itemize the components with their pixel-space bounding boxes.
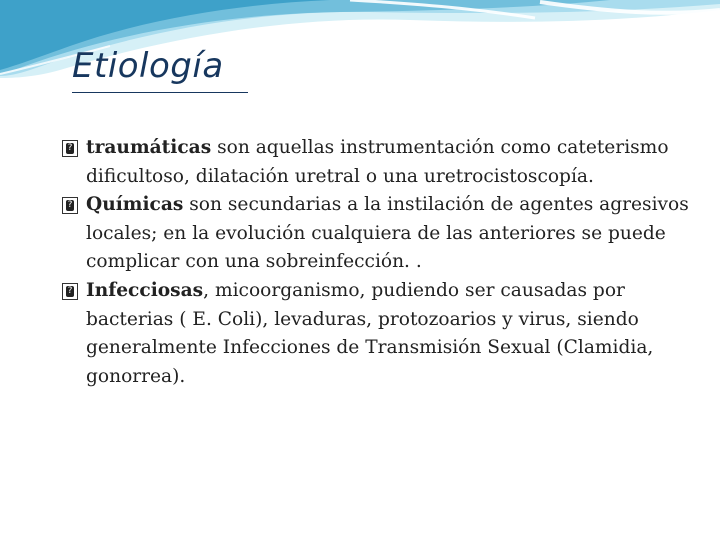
missing-glyph-bullet-icon <box>62 140 78 157</box>
missing-glyph-bullet-icon <box>62 197 78 214</box>
bullet-text: , micoorganismo, pudiendo ser causadas por bacterias ( E. Coli), levaduras, protozoarios y virus, siendo generalmente Infecciones de Transmisión Sexual (Clamidia, gonorrea). <box>86 279 654 387</box>
bullet-item-infecciosas <box>62 277 702 391</box>
bullet-text: son secundarias a la instilación de agentes agresivos locales; en la evolución cualquiera de las anteriores se puede complicar con una sobreinfección. . <box>86 194 689 273</box>
title-underline <box>72 92 248 93</box>
missing-glyph-bullet-icon <box>62 283 78 300</box>
bullet-term: Químicas <box>86 194 184 216</box>
bullet-term: traumáticas <box>86 137 212 158</box>
bullet-list <box>62 134 702 391</box>
bullet-item-quimicas <box>62 191 702 277</box>
slide-title: Etiología <box>72 46 224 86</box>
bullet-item-traumaticas <box>62 134 702 191</box>
bullet-text: son aquellas instrumentación como cateterismo dificultoso, dilatación uretral o una uretrocistoscopía. <box>86 137 669 187</box>
bullet-term: Infecciosas <box>86 279 204 301</box>
